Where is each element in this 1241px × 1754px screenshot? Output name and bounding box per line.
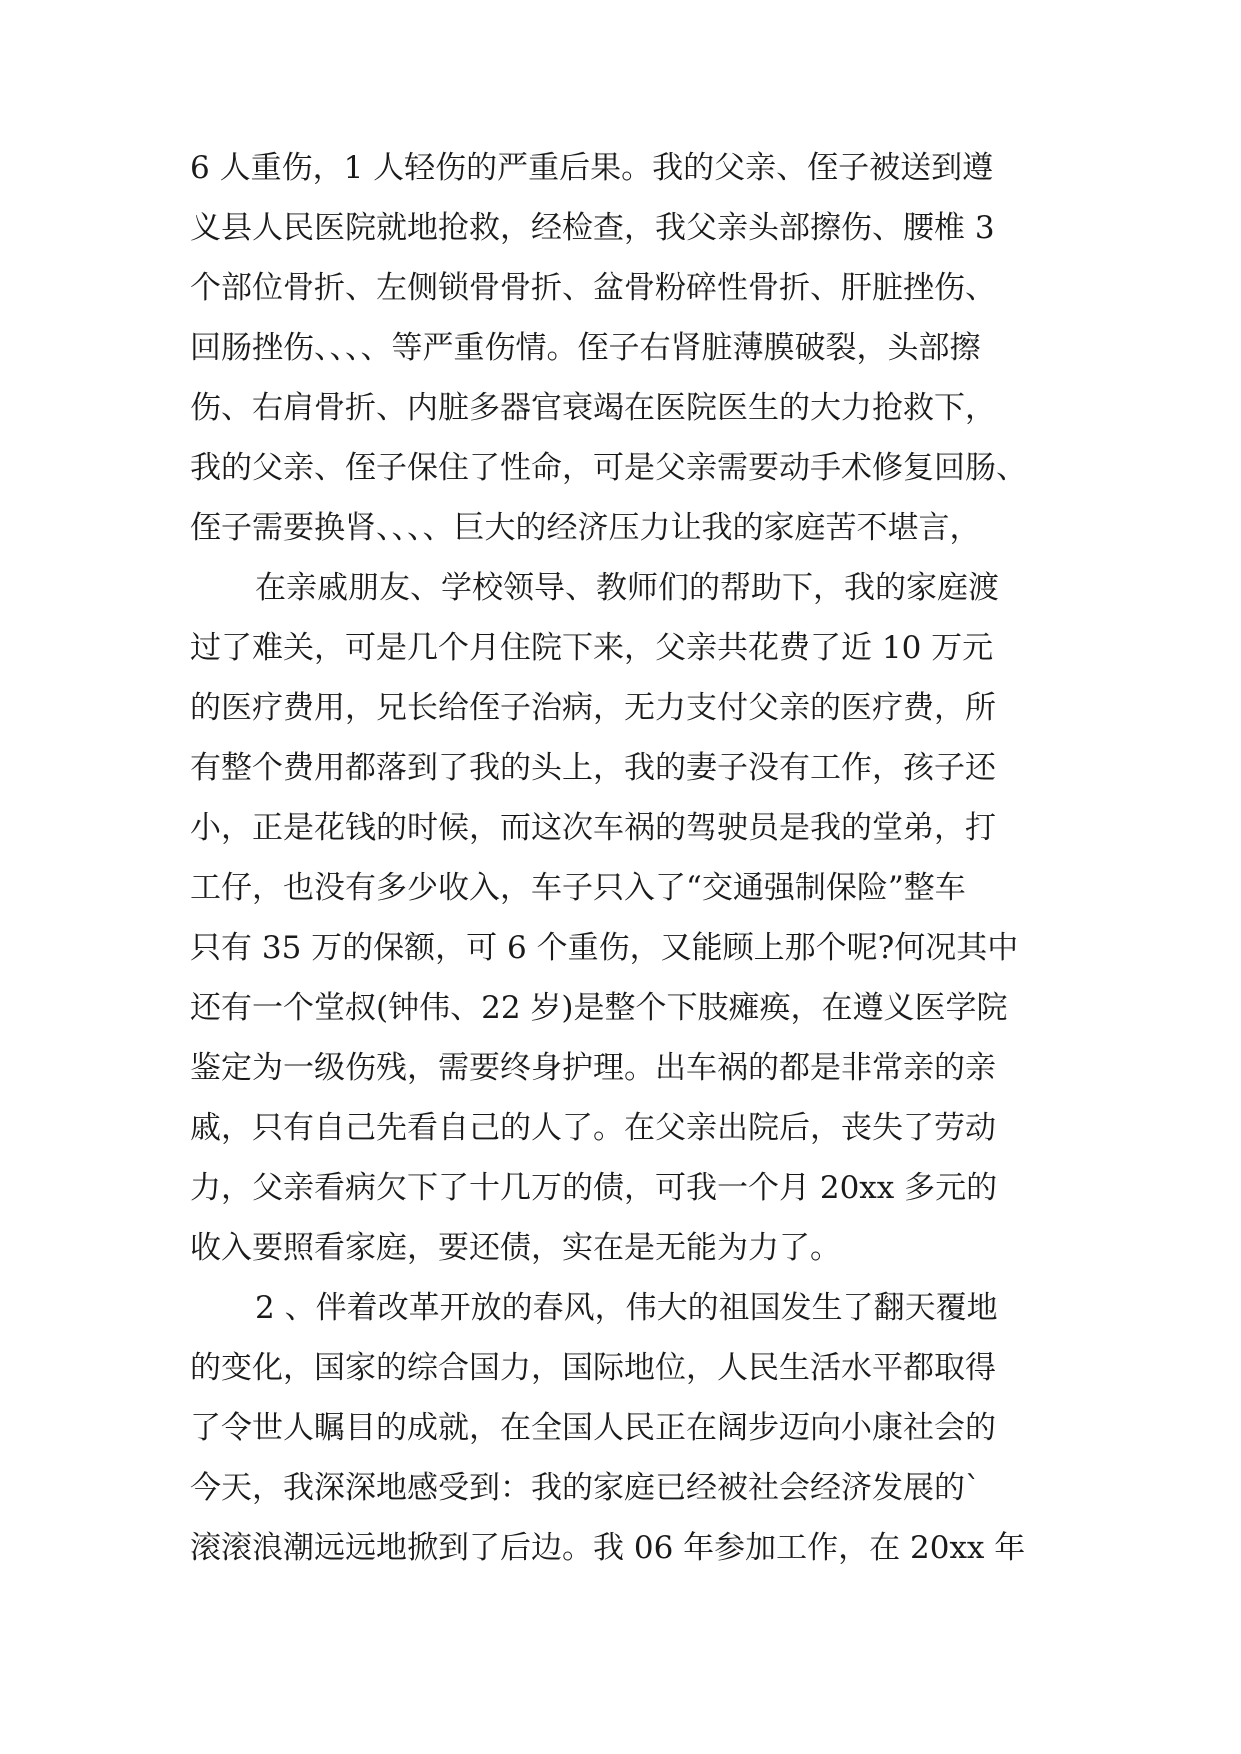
text-line-22: 了令世人瞩目的成就，在全国人民正在阔步迈向小康社会的 bbox=[190, 1410, 996, 1446]
text-line-21: 的变化，国家的综合国力，国际地位，人民生活水平都取得 bbox=[190, 1350, 996, 1386]
text-line-18: 力，父亲看病欠下了十几万的债，可我一个月 20xx 多元的 bbox=[190, 1170, 998, 1206]
text-line-14: 只有 35 万的保额，可 6 个重伤，又能顾上那个呢?何况其中 bbox=[190, 930, 1019, 966]
paragraph-start-line: 在亲戚朋友、学校领导、教师们的帮助下，我的家庭渡 bbox=[255, 570, 999, 606]
text-line-5: 伤、右肩骨折、内脏多器官衰竭在医院医生的大力抢救下， bbox=[190, 390, 996, 426]
text-line-23: 今天，我深深地感受到：我的家庭已经被社会经济发展的` bbox=[190, 1470, 981, 1506]
text-line-15: 还有一个堂叔(钟伟、22 岁)是整个下肢瘫痪，在遵义医学院 bbox=[190, 990, 1008, 1026]
text-line-3: 个部位骨折、左侧锁骨骨折、盆骨粉碎性骨折、肝脏挫伤、 bbox=[190, 270, 996, 306]
text-line-4: 回肠挫伤、、、、等严重伤情。侄子右肾脏薄膜破裂，头部擦 bbox=[190, 330, 981, 366]
text-line-17: 戚，只有自己先看自己的人了。在父亲出院后，丧失了劳动 bbox=[190, 1110, 996, 1146]
text-line-7: 侄子需要换肾、、、、巨大的经济压力让我的家庭苦不堪言， bbox=[190, 510, 981, 546]
text-line-10: 的医疗费用，兄长给侄子治病，无力支付父亲的医疗费，所 bbox=[190, 690, 996, 726]
section-2-start-line: 2 、伴着改革开放的春风，伟大的祖国发生了翻天覆地 bbox=[255, 1290, 998, 1326]
text-line-12: 小，正是花钱的时候，而这次车祸的驾驶员是我的堂弟，打 bbox=[190, 810, 996, 846]
text-line-11: 有整个费用都落到了我的头上，我的妻子没有工作，孩子还 bbox=[190, 750, 996, 786]
text-line-9: 过了难关，可是几个月住院下来，父亲共花费了近 10 万元 bbox=[190, 630, 994, 666]
text-line-2: 义县人民医院就地抢救，经检查，我父亲头部擦伤、腰椎 3 bbox=[190, 210, 995, 246]
text-line-1: 6 人重伤，1 人轻伤的严重后果。我的父亲、侄子被送到遵 bbox=[190, 150, 994, 186]
text-line-13: 工仔，也没有多少收入，车子只入了“交通强制保险”整车 bbox=[190, 870, 966, 906]
text-line-6: 我的父亲、侄子保住了性命，可是父亲需要动手术修复回肠、 bbox=[190, 450, 1027, 486]
text-line-16: 鉴定为一级伤残，需要终身护理。出车祸的都是非常亲的亲 bbox=[190, 1050, 996, 1086]
text-line-19: 收入要照看家庭，要还债，实在是无能为力了。 bbox=[190, 1230, 841, 1266]
text-line-24: 滚滚浪潮远远地掀到了后边。我 06 年参加工作，在 20xx 年 bbox=[190, 1530, 1026, 1566]
